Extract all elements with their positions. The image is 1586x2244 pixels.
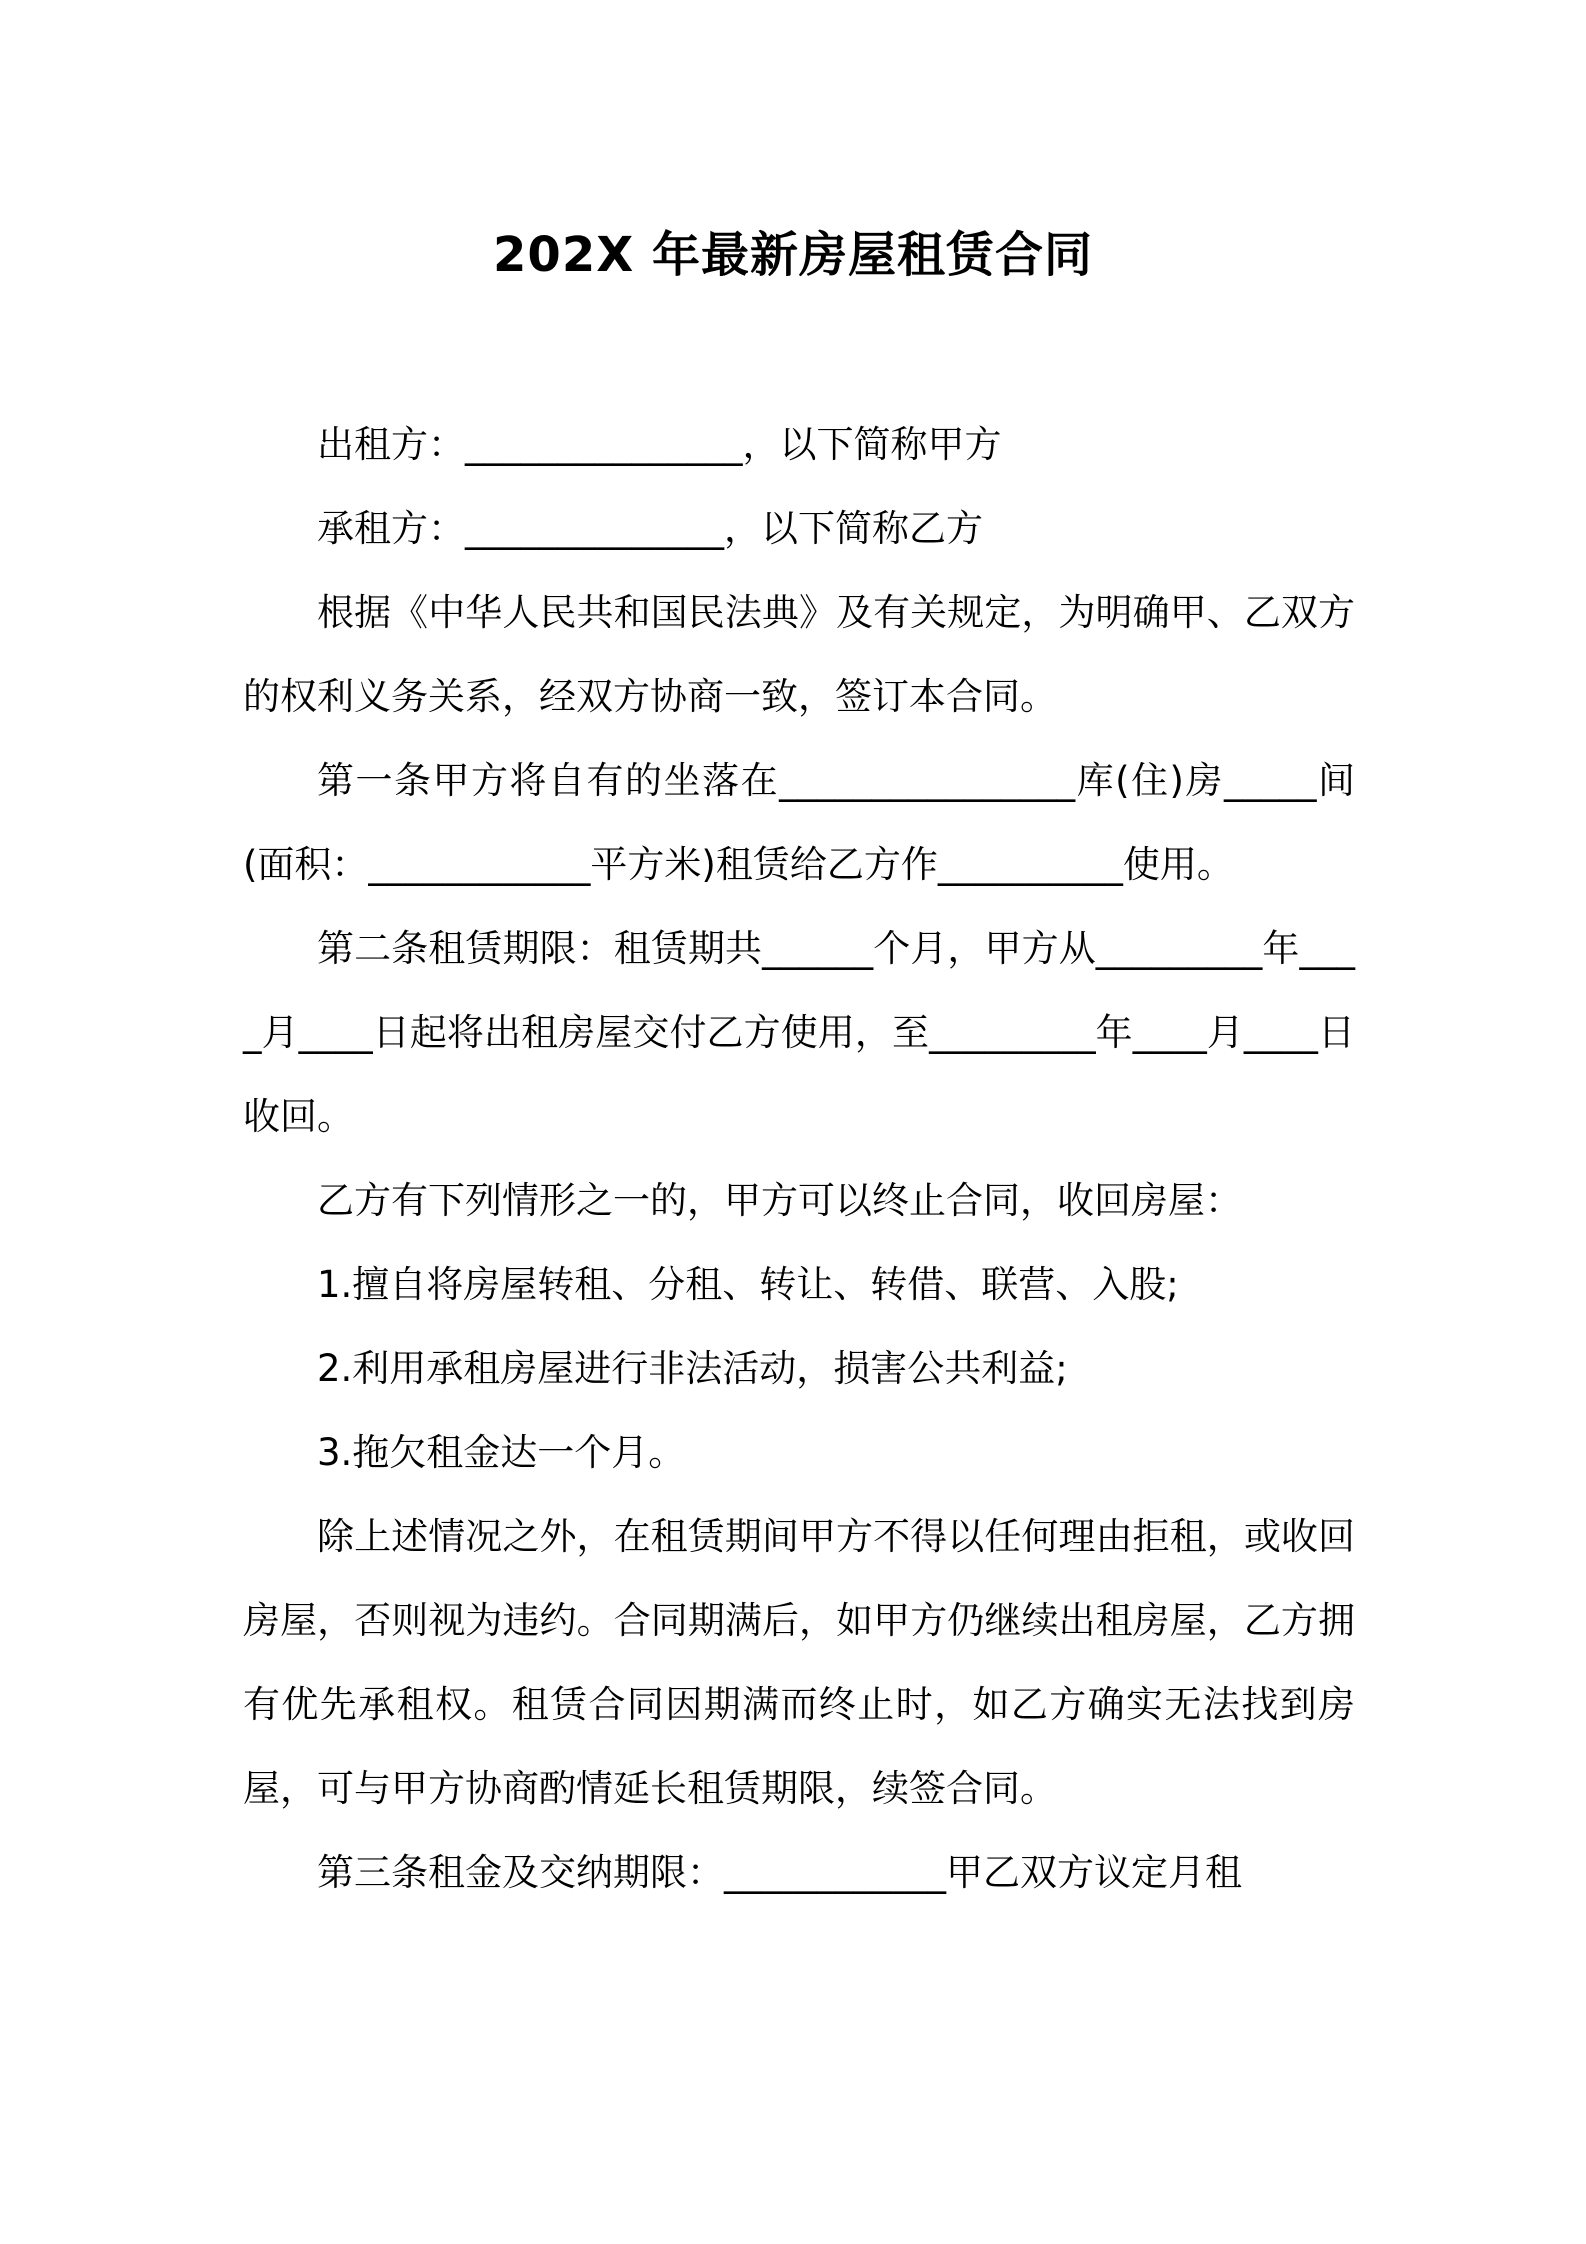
paragraph-termination-intro: 乙方有下列情形之一的，甲方可以终止合同，收回房屋： xyxy=(317,1179,1242,1222)
paragraph-legal-basis: 根据《中华人民共和国民法典》及有关规定，为明确甲、乙双方的权利义务关系，经双方协商一致，签订本合同。 xyxy=(243,591,1355,718)
paragraph-lessee: 承租方：______________，以下简称乙方 xyxy=(317,507,983,550)
paragraph-article-3: 第三条租金及交纳期限：____________甲乙双方议定月租 xyxy=(317,1851,1242,1894)
paragraph-renewal: 除上述情况之外，在租赁期间甲方不得以任何理由拒租，或收回房屋，否则视为违约。合同期满后，如甲方仍继续出租房屋，乙方拥有优先承租权。租赁合同因期满而终止时，如乙方确实无法找到房屋，可与甲方协商酌情延长租赁期限，续签合同。 xyxy=(243,1515,1355,1810)
paragraph-item-1: 1.擅自将房屋转租、分租、转让、转借、联营、入股; xyxy=(317,1263,1179,1306)
document-title: 202X 年最新房屋租赁合同 xyxy=(493,227,1093,283)
document-body xyxy=(243,403,1355,1915)
paragraph-lessor: 出租方：_______________，以下简称甲方 xyxy=(317,423,1002,466)
paragraph-item-3: 3.拖欠租金达一个月。 xyxy=(317,1431,686,1474)
paragraph-article-2: 第二条租赁期限：租赁期共______个月，甲方从_________年____月____日起将出租房屋交付乙方使用，至_________年____月____日收回。 xyxy=(243,927,1355,1138)
paragraph-article-1: 第一条甲方将自有的坐落在________________库(住)房_____间(面积：____________平方米)租赁给乙方作__________使用。 xyxy=(243,759,1355,886)
paragraph-item-2: 2.利用承租房屋进行非法活动，损害公共利益; xyxy=(317,1347,1068,1390)
